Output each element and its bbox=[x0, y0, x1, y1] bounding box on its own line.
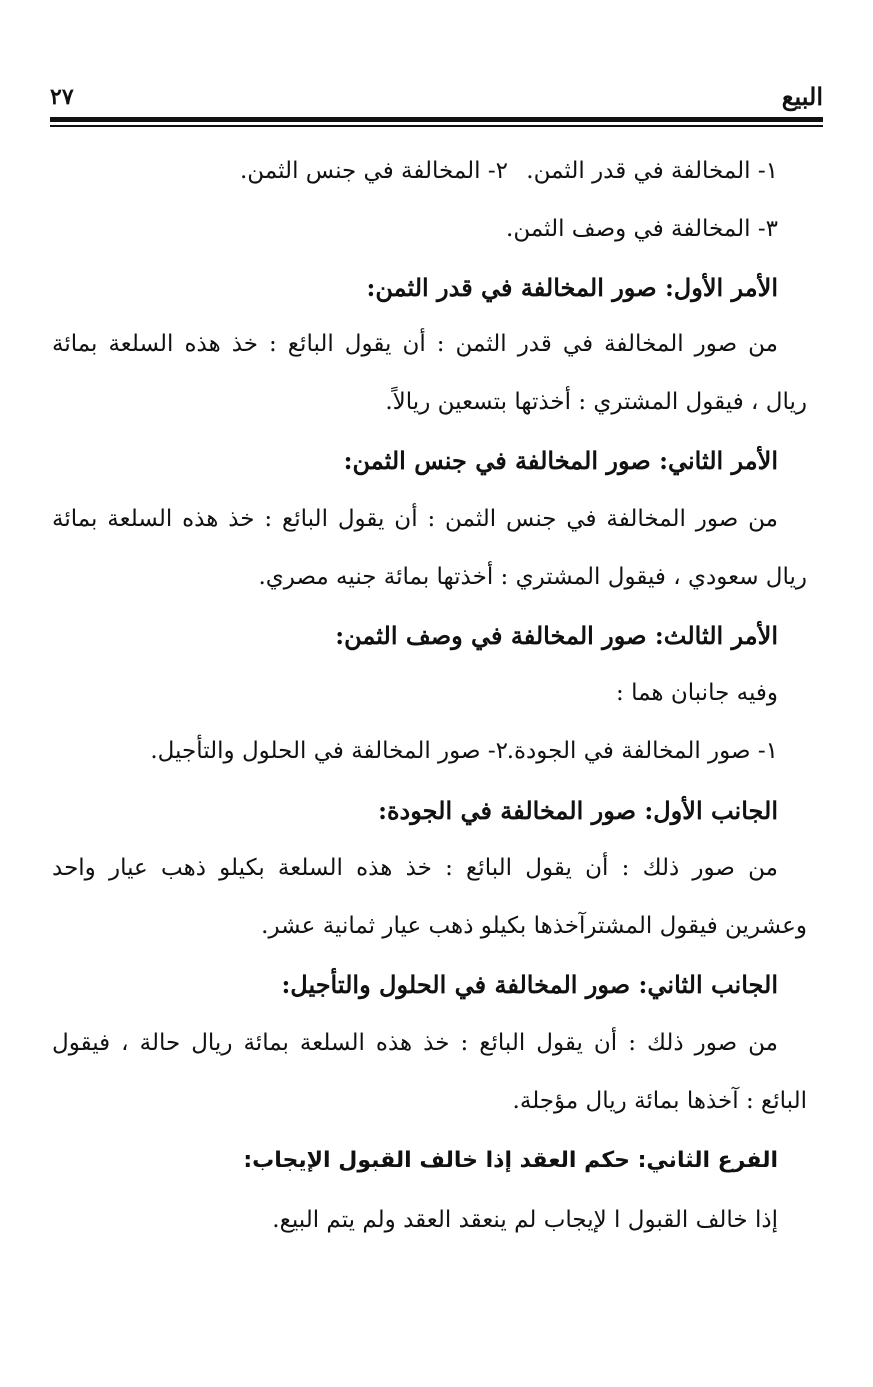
list-row-1 bbox=[240, 158, 778, 186]
section-heading-3: الأمر الثالث: صور المخالفة في وصف الثمن: bbox=[335, 621, 778, 650]
paragraph-1-line-1: من صور المخالفة في قدر الثمن : أن يقول البائع : خذ هذه السلعة بمائة bbox=[52, 331, 778, 357]
list-item-timing: ٢- صور المخالفة في الحلول والتأجيل. bbox=[150, 738, 508, 764]
subsection-heading-1: الجانب الأول: صور المخالفة في الجودة: bbox=[378, 796, 778, 825]
subsection-heading-2: الجانب الثاني: صور المخالفة في الحلول والتأجيل: bbox=[281, 970, 778, 999]
paragraph-6: إذا خالف القبول ا لإيجاب لم ينعقد العقد ولم يتم البيع. bbox=[272, 1207, 778, 1233]
header-rule-thin bbox=[50, 125, 823, 127]
paragraph-4-line-2: وعشرين فيقول المشترآخذها بكيلو ذهب عيار ثمانية عشر. bbox=[261, 913, 807, 939]
branch-heading: الفرع الثاني: حكم العقد إذا خالف القبول الإيجاب: bbox=[243, 1148, 778, 1173]
running-title: البيع bbox=[781, 82, 823, 111]
list-row-2 bbox=[150, 738, 778, 766]
paragraph-5-line-1: من صور ذلك : أن يقول البائع : خذ هذه السلعة بمائة ريال حالة ، فيقول bbox=[52, 1030, 778, 1056]
paragraph-1-line-2: ريال ، فيقول المشتري : أخذتها بتسعين ريالاً. bbox=[385, 389, 807, 415]
list-item-1: ١- المخالفة في قدر الثمن. bbox=[526, 158, 778, 184]
list-item-quality: ١- صور المخالفة في الجودة. bbox=[506, 738, 778, 764]
page-header bbox=[50, 82, 823, 122]
paragraph-2-line-1: من صور المخالفة في جنس الثمن : أن يقول البائع : خذ هذه السلعة بمائة bbox=[52, 506, 778, 532]
paragraph-2-line-2: ريال سعودي ، فيقول المشتري : أخذتها بمائة جنيه مصري. bbox=[258, 564, 807, 590]
paragraph-3: وفيه جانبان هما : bbox=[616, 680, 778, 706]
page-number: ٢٧ bbox=[50, 84, 74, 110]
list-item-2: ٢- المخالفة في جنس الثمن. bbox=[240, 158, 508, 184]
list-item-3: ٣- المخالفة في وصف الثمن. bbox=[506, 216, 778, 242]
paragraph-5-line-2: البائع : آخذها بمائة ريال مؤجلة. bbox=[512, 1088, 807, 1114]
section-heading-1: الأمر الأول: صور المخالفة في قدر الثمن: bbox=[366, 273, 778, 302]
header-rule-thick bbox=[50, 117, 823, 122]
section-heading-2: الأمر الثاني: صور المخالفة في جنس الثمن: bbox=[343, 446, 778, 475]
paragraph-4-line-1: من صور ذلك : أن يقول البائع : خذ هذه السلعة بكيلو ذهب عيار واحد bbox=[52, 855, 778, 881]
